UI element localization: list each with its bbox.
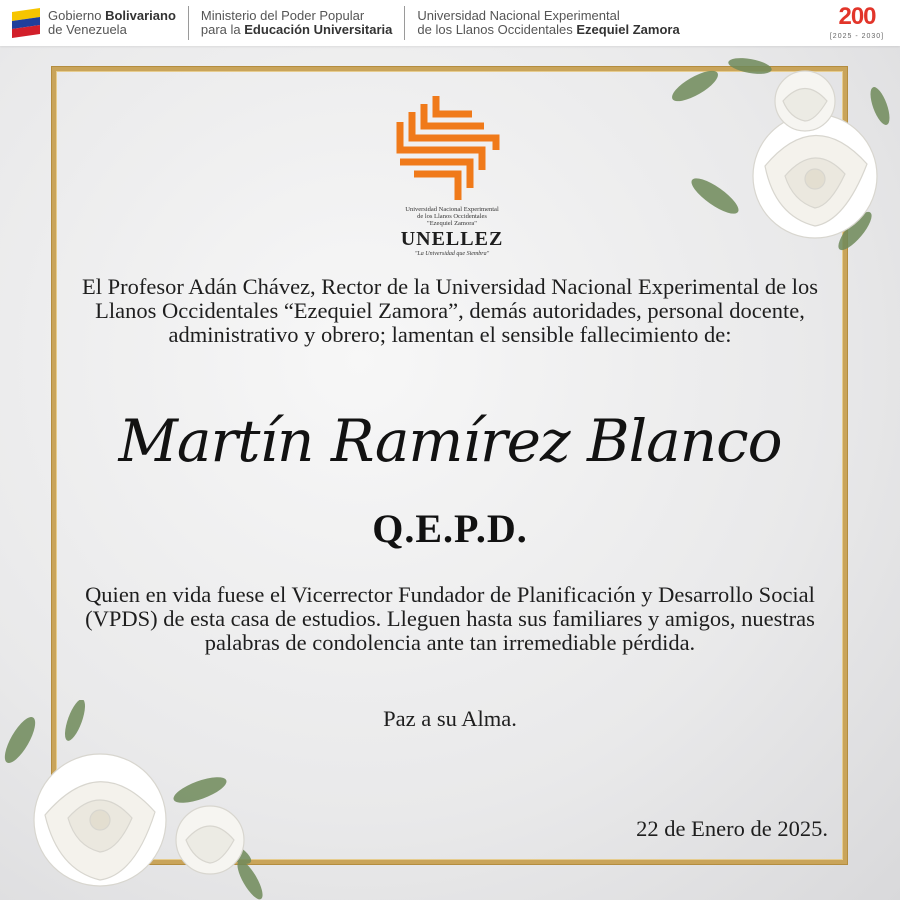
university-label: Universidad Nacional Experimental de los Llanos Occidentales Ezequiel Zamora [417,8,680,37]
logo-wordmark: UNELLEZ [400,228,504,250]
logo-motto: "La Universidad que Siembra" [414,251,490,257]
anniversary-badge: 200 [2025 - 2030] [829,3,885,40]
government-label: Gobierno Bolivariano de Venezuela [48,8,176,37]
unellez-logo-icon [392,92,510,204]
unellez-logo [392,92,512,257]
intro-paragraph: El Profesor Adán Chávez, Rector de la Universidad Nacional Experimental de los Llanos Occidentales “Ezequiel Zamora”, demás autoridades, personal docente, administrativo y obrero; lamentan el sensible fallecimiento de: [81,274,819,347]
ministry-label: Ministerio del Poder Popular para la Educación Universitaria [200,8,393,37]
notice-date: 22 de Enero de 2025. [636,816,828,841]
institutional-header [0,0,900,46]
deceased-name: Martín Ramírez Blanco [118,407,782,475]
government-block [0,9,188,37]
white-rose-top-right [655,46,900,256]
logo-subtitle: Universidad Nacional Experimental de los Llanos Occidentales "Ezequiel Zamora" [405,206,499,227]
venezuela-flag-icon [12,8,40,38]
qepd-label: Q.E.P.D. [372,506,528,551]
closing-line: Paz a su Alma. [383,706,517,731]
body-paragraph: Quien en vida fuese el Vicerrector Fundador de Planificación y Desarrollo Social (VPDS) de esta casa de estudios. Lleguen hasta sus familiares y amigos, nuestras palabras de condolencia ante tan irremediable pérdida. [85,582,815,655]
